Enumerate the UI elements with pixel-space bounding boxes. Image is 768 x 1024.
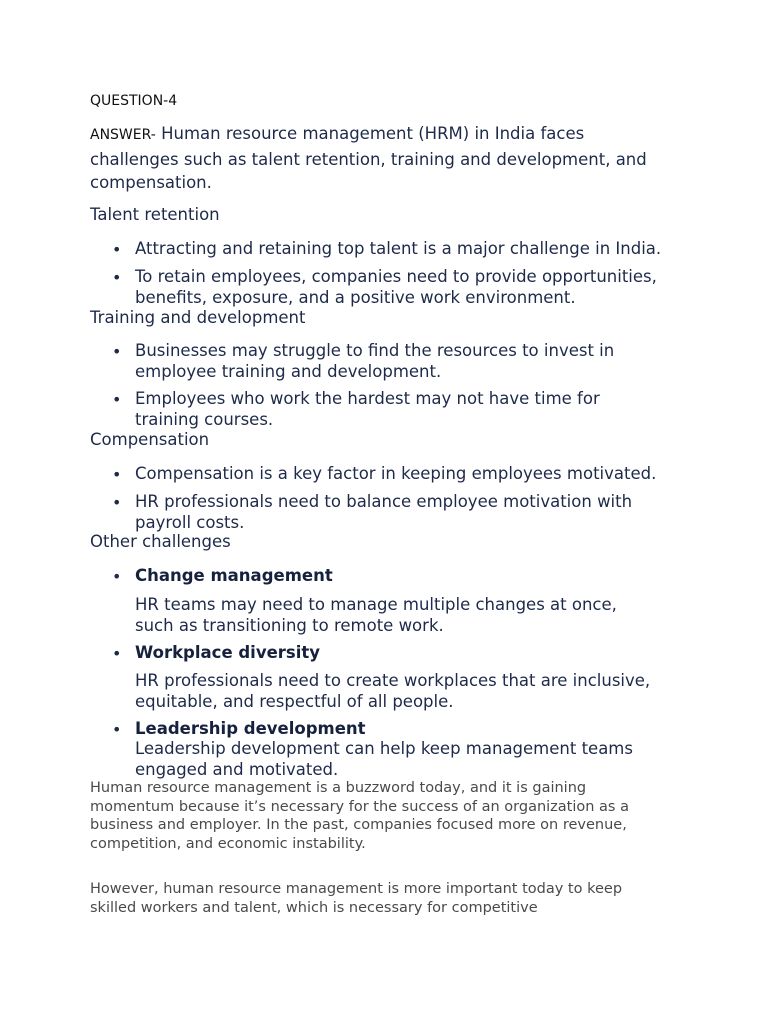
list-item-line: engaged and motivated. xyxy=(135,760,339,779)
list-item-line: benefits, exposure, and a positive work environment. xyxy=(135,288,576,307)
body-paragraph xyxy=(90,880,622,917)
section-heading-other: Other challenges xyxy=(90,532,231,551)
list-item-description xyxy=(135,594,617,636)
list-item-line: Compensation is a key factor in keeping employees motivated. xyxy=(135,464,657,483)
list-item xyxy=(135,238,661,259)
list-item-line: HR professionals need to balance employee motivation with xyxy=(135,492,633,511)
answer-label: ANSWER- xyxy=(90,127,156,143)
list-item-line: HR teams may need to manage multiple changes at once, xyxy=(135,595,617,614)
list-item-line: Employees who work the hardest may not have time for xyxy=(135,389,600,408)
list-item xyxy=(135,388,600,430)
body-paragraph xyxy=(90,779,629,853)
list-item-line: To retain employees, companies need to provide opportunities, xyxy=(135,267,657,286)
section-heading-talent: Talent retention xyxy=(90,205,220,224)
list-item-line: HR professionals need to create workplaces that are inclusive, xyxy=(135,671,651,690)
list-item-description xyxy=(135,738,633,780)
answer-line-1 xyxy=(90,122,690,148)
list-item-line: Leadership development can help keep management teams xyxy=(135,739,633,758)
bullet-marker: • xyxy=(112,493,122,512)
list-item-title: Leadership development xyxy=(135,719,366,738)
bullet-marker: • xyxy=(112,240,122,259)
answer-line-2: challenges such as talent retention, training and development, and xyxy=(90,149,647,169)
bullet-marker: • xyxy=(112,268,122,287)
bullet-marker: • xyxy=(112,567,122,586)
list-item-title: Workplace diversity xyxy=(135,643,321,662)
paragraph-line: business and employer. In the past, companies focused more on revenue, xyxy=(90,817,627,833)
list-item-line: equitable, and respectful of all people. xyxy=(135,692,454,711)
section-heading-compensation: Compensation xyxy=(90,430,210,449)
paragraph-line: skilled workers and talent, which is necessary for competitive xyxy=(90,899,538,916)
list-item xyxy=(135,463,656,484)
answer-line-3: compensation. xyxy=(90,173,212,192)
list-item-line: Attracting and retaining top talent is a major challenge in India. xyxy=(135,239,662,258)
list-item-line: training courses. xyxy=(135,410,274,429)
bullet-marker: • xyxy=(112,720,122,739)
list-item-title: Change management xyxy=(135,566,333,585)
bullet-marker: • xyxy=(112,644,122,663)
paragraph-line: Human resource management is a buzzword today, and it is gaining xyxy=(90,780,587,796)
bullet-marker: • xyxy=(112,342,122,361)
list-item-line: Businesses may struggle to find the resources to invest in xyxy=(135,341,615,360)
bullet-marker: • xyxy=(112,390,122,409)
list-item xyxy=(135,491,632,533)
list-item xyxy=(135,340,614,382)
paragraph-line: momentum because it’s necessary for the success of an organization as a xyxy=(90,798,629,815)
list-item xyxy=(135,266,657,308)
section-heading-training: Training and development xyxy=(90,308,306,327)
paragraph-line: However, human resource management is more important today to keep xyxy=(90,881,623,897)
answer-text-1: Human resource management (HRM) in India faces xyxy=(155,124,585,143)
list-item-line: payroll costs. xyxy=(135,513,245,532)
question-number: QUESTION-4 xyxy=(90,93,178,109)
paragraph-line: competition, and economic instability. xyxy=(90,835,366,852)
list-item-description xyxy=(135,670,650,712)
bullet-marker: • xyxy=(112,465,122,484)
answer-intro xyxy=(90,122,690,195)
list-item-line: employee training and development. xyxy=(135,362,442,381)
list-item-line: such as transitioning to remote work. xyxy=(135,616,444,635)
